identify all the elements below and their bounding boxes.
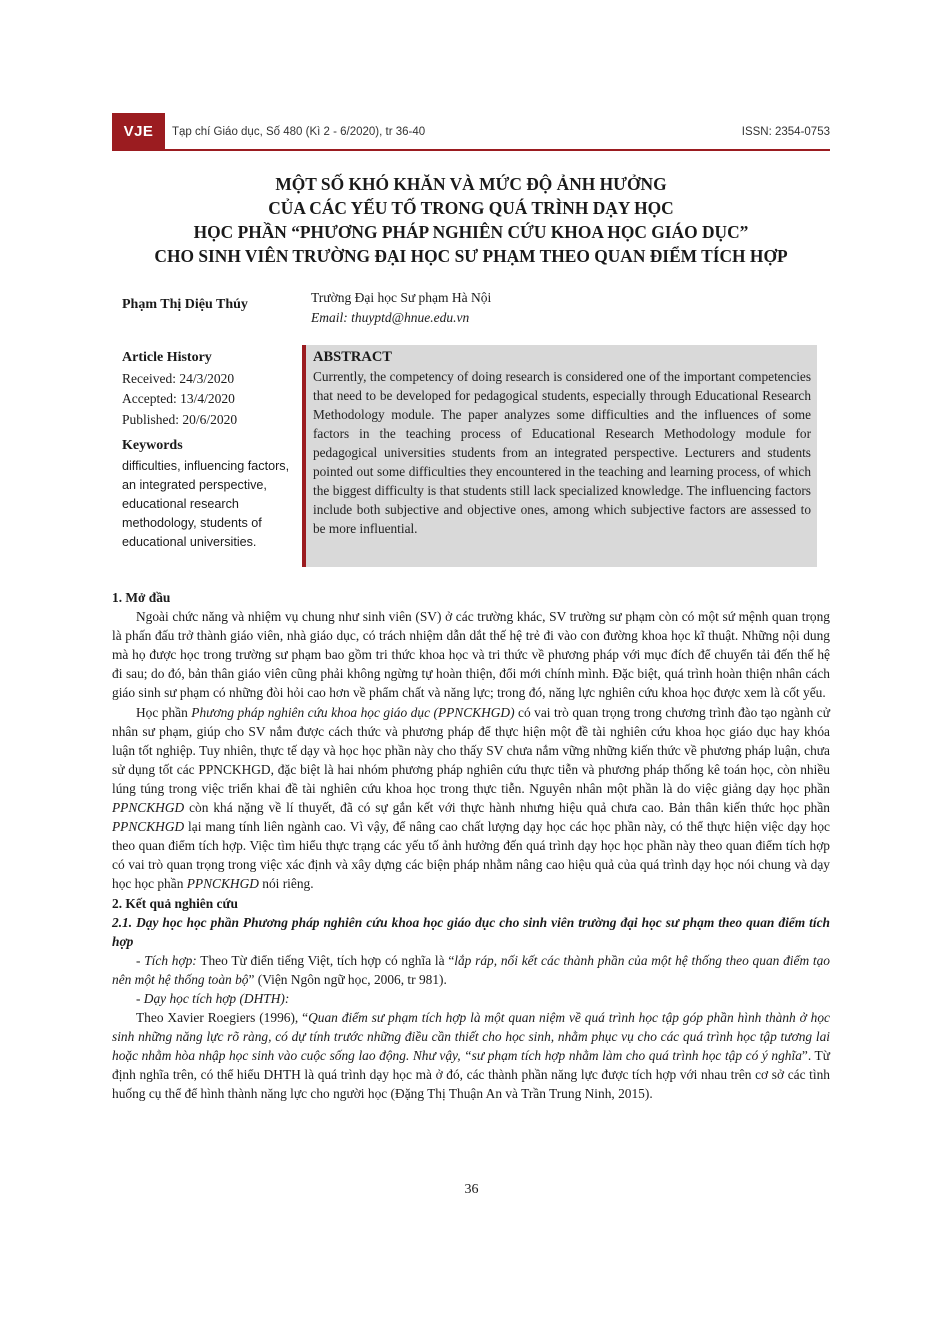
abstract-heading: ABSTRACT [313,349,392,365]
abstract-text: Currently, the competency of doing research is considered one of the important competencies that need to be developed for pedagogical students, especially through Educational Research Methodology module. The paper analyzes some difficulties and the influences of some factors in the teaching process of Educational Research Methodology module for pedagogical universities students from an integrated perspective. Lecturers and students pointed out some difficulties they encountered in the teaching and learning process, of which the biggest difficulty is that students still lack specialized knowledge. The influencing factors include both subjective and objective ones, among which subjective factors are assessed to be more influential. [313,369,811,536]
published-date: Published: 20/6/2020 [122,411,238,427]
article-history-heading: Article History [122,350,212,365]
title-line: CHO SINH VIÊN TRƯỜNG ĐẠI HỌC SƯ PHẠM THEO QUAN ĐIỂM TÍCH HỢP [154,246,788,266]
author-affiliation-block [311,288,491,328]
journal-logo: VJE [112,113,165,149]
section-heading: 1. Mở đầu [112,590,171,605]
page-number: 36 [464,1182,479,1197]
title-line: HỌC PHẦN “PHƯƠNG PHÁP NGHIÊN CỨU KHOA HỌC GIÁO DỤC” [193,222,749,242]
title-line: CỦA CÁC YẾU TỐ TRONG QUÁ TRÌNH DẠY HỌC [268,198,674,218]
section-heading: 2. Kết quả nghiên cứu [112,895,238,911]
header-divider [112,149,830,151]
author-email: Email: thuyptd@hnue.edu.vn [311,310,470,325]
author-name: Phạm Thị Diệu Thúy [122,297,248,312]
paragraph: Theo Xavier Roegiers (1996), “Quan điểm sư phạm tích hợp là một quan niệm về quá trình học tập góp phần hình thành ở học sinh những năng lực rõ ràng, có dự tính trước những điều cần thiết cho học sinh, nhằm phục vụ cho các quá trình học tập tương lai hoặc nhằm hòa nhập học sinh vào cuộc sống lao động. Như vậy, “sư phạm tích hợp nhằm làm cho quá trình học tập có ý nghĩa”. Từ định nghĩa trên, có thể hiểu DHTH là quá trình dạy học mà ở đó, các thành phần năng lực được tích hợp với nhau trên cơ sở các tình huống cụ thể để hình thành năng lực cho người học (Đặng Thị Thuận An và Trần Trung Ninh, 2015). [112,1010,830,1102]
keywords-text: difficulties, influencing factors, an integrated perspective, educational research methodology, students of educational universities. [122,458,290,549]
paragraph: Học phần Phương pháp nghiên cứu khoa học giáo dục (PPNCKHGD) có vai trò quan trọng trong chương trình đào tạo ngành cử nhân sư phạm, giúp cho SV nắm được cách thức và phương pháp để thực hiện một đề tài nghiên cứu khoa học giáo dục hay khóa luận tốt nghiệp. Tuy nhiên, thực tế dạy và học học phần này cho thấy SV chưa nắm vững những kiến thức về phương pháp luận, chưa sử dụng tốt các PPNCKHGD, đặc biệt là hai nhóm phương pháp nghiên cứu thực tiễn và phương pháp thống kê toán học, còn nhiều lúng túng trong việc triển khai đề tài nghiên cứu khoa học trong thực tiễn. Nguyên nhân một phần là do việc giảng dạy học phần PPNCKHGD còn khá nặng về lí thuyết, đã có sự gắn kết với thực hành nhưng hiệu quả chưa cao. Bản thân kiến thức học phần PPNCKHGD lại mang tính liên ngành cao. Vì vậy, để nâng cao chất lượng dạy học các học phần này, có thể thực hiện việc dạy học theo quan điểm tích hợp. Việc tìm hiểu thực trạng các yếu tố ảnh hưởng đến quá trình dạy học học phần này theo quan điểm tích hợp có vai trò quan trọng trong việc xác định và xây dựng các biện pháp nhằm nâng cao hiệu quả của quá trình dạy học nói chung và dạy học học phần PPNCKHGD nói riêng. [112,704,830,892]
issn: ISSN: 2354-0753 [741,126,830,138]
accepted-date: Accepted: 13/4/2020 [122,391,235,406]
article-body [112,588,830,1104]
affiliation: Trường Đại học Sư phạm Hà Nội [311,290,492,305]
subsection-heading: 2.1. Dạy học học phần Phương pháp nghiên cứu khoa học giáo dục cho sinh viên trường đại học sư phạm theo quan điểm tích hợp [112,914,830,949]
paragraph: Ngoài chức năng và nhiệm vụ chung như sinh viên (SV) ở các trường khác, SV trường sư phạm còn có một sứ mệnh quan trọng là phấn đấu trở thành giáo viên, nhà giáo dục, có trách nhiệm dẫn dắt thế hệ trẻ đi vào con đường khoa học kĩ thuật. Những nội dung mà họ được học trong trường sư phạm bao gồm tri thức khoa học và tri thức về phương pháp với mục đích để chuyển tải đến thế hệ đi sau; do đó, bản thân giáo viên cũng phải không ngừng tự hoàn thiện, đổi mới chính mình. Đặc biệt, quá trình hoàn thiện nhân cách giáo sinh sư phạm có những đòi hỏi cao hơn về phẩm chất và năng lực; trong đó, năng lực nghiên cứu khoa học được xem là cốt yếu. [112,609,830,701]
title-line: MỘT SỐ KHÓ KHĂN VÀ MỨC ĐỘ ẢNH HƯỞNG [275,174,667,194]
abstract-box [302,345,817,567]
journal-citation: Tạp chí Giáo dục, Số 480 (Kì 2 - 6/2020), tr 36-40 [172,126,426,138]
received-date: Received: 24/3/2020 [122,370,235,386]
keywords-heading: Keywords [122,438,183,453]
paragraph: - Tích hợp: Theo Từ điển tiếng Việt, tích hợp có nghĩa là “lắp ráp, nối kết các thành phần của một hệ thống theo quan điểm tạo nên một hệ thống toàn bộ” (Viện Ngôn ngữ học, 2006, tr 981). [112,952,830,987]
paragraph: - Dạy học tích hợp (DHTH): [136,990,290,1006]
article-title [112,172,830,268]
article-meta [122,348,292,552]
